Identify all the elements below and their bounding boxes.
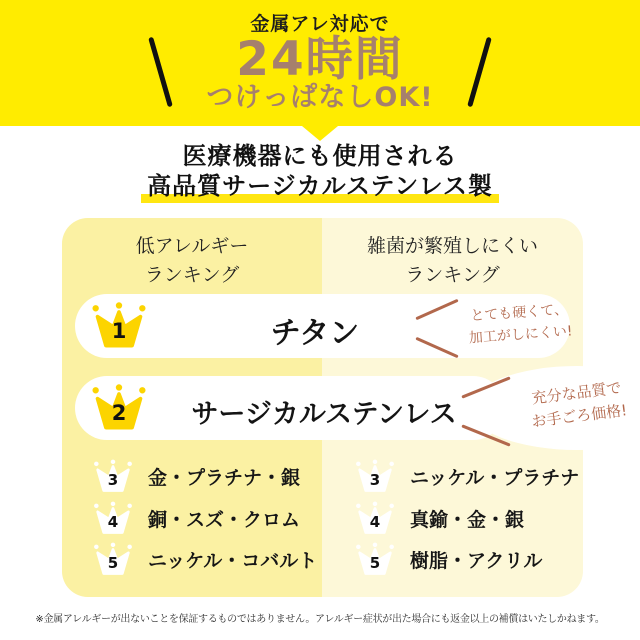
material-label: 樹脂・アクリル bbox=[410, 549, 543, 572]
crown-icon bbox=[93, 542, 133, 577]
ranking-panel bbox=[62, 218, 629, 597]
rank-number: 3 bbox=[107, 470, 119, 489]
crown-icon bbox=[355, 501, 395, 536]
section-headline bbox=[0, 141, 640, 203]
right-ranking-header bbox=[322, 232, 583, 289]
speech-bubble-tail-icon bbox=[302, 126, 338, 141]
right-ranking-header-line1: 雑菌が繁殖しにくい bbox=[366, 235, 538, 257]
headline-line2-wrap bbox=[0, 171, 640, 203]
material-label: 銅・スズ・クロム bbox=[148, 508, 301, 531]
crown-icon bbox=[355, 542, 395, 577]
material-label: ニッケル・プラチナ bbox=[410, 466, 580, 489]
material-label: チタン bbox=[270, 316, 360, 351]
left-ranking-header-line1: 低アレルギー bbox=[135, 235, 249, 257]
disclaimer-text: ※金属アレルギーが出ないことを保証するものではありません。アレルギー症状が出た場合にも返金以上の補償はいたしかねます。 bbox=[35, 614, 605, 625]
rank-number: 5 bbox=[107, 553, 119, 572]
hero-badge-text: 金属アレ対応で bbox=[250, 13, 390, 35]
right-rank3-row bbox=[355, 458, 579, 494]
right-ranking-header-line2: ランキング bbox=[405, 263, 500, 286]
note-line1: とても硬くて、 bbox=[469, 301, 569, 325]
rank1-row bbox=[75, 294, 573, 358]
crown-icon bbox=[93, 459, 133, 494]
handwritten-note bbox=[496, 372, 640, 438]
hero-subtitle: つけっぱなしOK! bbox=[206, 81, 434, 113]
crown-icon bbox=[91, 384, 147, 432]
left-rank4-row bbox=[93, 500, 300, 536]
note-line2: 加工がしにくい! bbox=[468, 323, 573, 347]
material-label: 真鍮・金・銀 bbox=[410, 508, 525, 531]
right-rank4-row bbox=[355, 500, 524, 536]
rank2-row bbox=[75, 376, 505, 440]
note-line2: お手ごろ価格! bbox=[530, 401, 629, 431]
rank-number: 3 bbox=[369, 470, 381, 489]
note-line1: 充分な品質で bbox=[530, 378, 623, 408]
headline-line2-highlighted: 高品質サージカルステンレス製 bbox=[141, 171, 499, 203]
material-label: 金・プラチナ・銀 bbox=[148, 466, 301, 489]
rank-number: 5 bbox=[369, 553, 381, 572]
crown-icon bbox=[355, 459, 395, 494]
left-ranking-header-line2: ランキング bbox=[144, 263, 240, 286]
rank-number: 4 bbox=[369, 512, 381, 531]
material-label: サージカルステンレス bbox=[191, 399, 457, 430]
hero-banner bbox=[0, 0, 640, 126]
left-ranking-header bbox=[62, 232, 322, 289]
hero-title: 24時間 bbox=[236, 32, 404, 87]
crown-icon bbox=[93, 501, 133, 536]
left-rank3-row bbox=[93, 458, 300, 494]
rank-number: 2 bbox=[111, 401, 127, 425]
handwritten-note bbox=[466, 299, 575, 350]
headline-line1: 医療機器にも使用される bbox=[182, 142, 458, 170]
left-rank5-row bbox=[93, 541, 317, 577]
right-rank5-row bbox=[355, 541, 542, 577]
material-label: ニッケル・コバルト bbox=[148, 549, 318, 572]
crown-icon bbox=[91, 302, 147, 350]
rank-number: 1 bbox=[111, 319, 127, 343]
rank-number: 4 bbox=[107, 512, 119, 531]
